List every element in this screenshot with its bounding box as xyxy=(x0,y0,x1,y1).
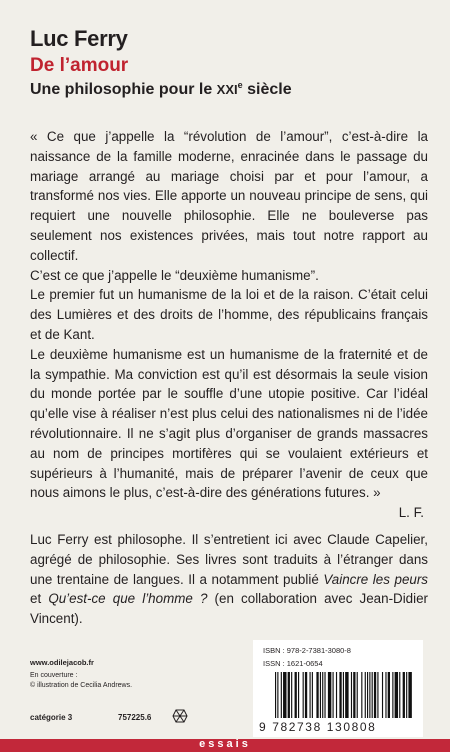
barcode xyxy=(273,672,413,718)
product-code: 757225.6 xyxy=(118,713,152,722)
quote-paragraph-3: Le premier fut un humanisme de la loi et de la raison. C’était celui des Lumières et des droits de l’homme, des républicains français et de Kant. xyxy=(30,287,428,342)
barcode-bar xyxy=(339,672,341,718)
barcode-bar xyxy=(281,672,282,718)
book-subtitle xyxy=(30,80,292,99)
barcode-bar xyxy=(298,672,299,718)
barcode-bar xyxy=(399,672,400,718)
barcode-bar xyxy=(403,672,405,718)
quote-signature: L. F. xyxy=(398,505,424,521)
barcode-number: 9 782738 130808 xyxy=(259,720,377,734)
barcode-bar xyxy=(312,672,313,718)
barcode-bar xyxy=(343,672,344,718)
barcode-bar xyxy=(392,672,393,718)
collection-band xyxy=(0,739,450,752)
quote-paragraph-1: « Ce que j’appelle la “révolution de l’amour”, c’est-à-dire la naissance de la famille moderne, enracinée dans le passage du mariage arrangé au mariage choisi par et pour l’amour, a transformé nos vies. Elle apporte un nouveau principe de sens, qui requiert une nouvelle philosophie. Elle ne bouleverse pas seulement nos existences privées, mais tout notre rapport au collectif. xyxy=(30,129,428,263)
bio-part-1: Luc Ferry est philosophe. Il s’entretient ici avec Claude Capelier, agrégé de philosophie. Ses livres sont traduits à l’étranger dans une trentaine de langues. Il a notamment publié xyxy=(30,532,428,587)
subtitle-end: siècle xyxy=(242,81,292,98)
barcode-bar xyxy=(275,672,276,718)
barcode-bar xyxy=(377,672,378,718)
category-label: catégorie 3 xyxy=(30,713,73,722)
barcode-bar xyxy=(303,672,304,718)
barcode-bar xyxy=(336,672,337,718)
cover-credits xyxy=(30,671,132,691)
isbn-box xyxy=(253,640,423,737)
barcode-bar xyxy=(406,672,407,718)
barcode-bar xyxy=(291,672,292,718)
book-title: De l’amour xyxy=(30,55,129,76)
barcode-bar xyxy=(365,672,366,718)
barcode-bar xyxy=(295,672,297,718)
cover-credit-text: © illustration de Cecilia Andrews. xyxy=(30,682,133,689)
barcode-bar xyxy=(288,672,290,718)
subtitle-century: XXI xyxy=(216,82,238,97)
subtitle-sup: e xyxy=(237,80,243,90)
quote-paragraph-4: Le deuxième humanisme est un humanisme de la fraternité et de la sympathie. Ma conviction est qu’il est désormais la seule vision du monde portée par le souffle d’une utopie positive. Car l’idéal qu’elle vise à réaliser n’est plus celui des nationalismes ni de l’idée révolutionnaire. Il ne s’agit plus d’organiser de grands massacres au nom de principes mortifères qui se voulaient extérieurs et supérieurs à l’humanité, mais de préparer l’avenir de ceux que nous aimons le plus, c’est-à-dire des générations futures. » xyxy=(30,346,428,501)
author-bio xyxy=(30,530,428,629)
barcode-bar xyxy=(382,672,383,718)
hexagon-logo-icon xyxy=(172,709,188,723)
quote-block xyxy=(30,127,428,523)
barcode-bar xyxy=(374,672,376,718)
barcode-bar xyxy=(367,672,368,718)
bio-part-2: et xyxy=(30,591,49,607)
barcode-bar xyxy=(408,672,411,718)
cover-credit-label: En couverture : xyxy=(30,672,78,679)
barcode-bar xyxy=(324,672,325,718)
barcode-bar xyxy=(333,672,334,718)
bio-part-3: (en collaboration avec Jean-Didier Vincent). xyxy=(30,591,429,627)
quote-paragraph-2: C’est ce que j’appelle le “deuxième humanisme”. xyxy=(30,267,319,283)
barcode-bar xyxy=(310,672,311,718)
issn-number: ISSN : 1621-0654 xyxy=(263,659,323,668)
subtitle-main: Une philosophie pour le xyxy=(30,81,217,98)
barcode-bar xyxy=(277,672,278,718)
barcode-bar xyxy=(361,672,362,718)
barcode-bar xyxy=(322,672,323,718)
barcode-bar xyxy=(328,672,331,718)
barcode-bar xyxy=(353,672,355,718)
barcode-bar xyxy=(351,672,352,718)
barcode-bar xyxy=(283,672,286,718)
bio-book-1: Vaincre les peurs xyxy=(323,571,428,587)
barcode-bar xyxy=(372,672,373,718)
barcode-bar xyxy=(345,672,348,718)
barcode-bar xyxy=(320,672,321,718)
author-name: Luc Ferry xyxy=(30,26,128,51)
barcode-bar xyxy=(385,672,386,718)
barcode-bar xyxy=(369,672,370,718)
barcode-bar xyxy=(357,672,358,718)
barcode-bar xyxy=(305,672,307,718)
isbn-number: ISBN : 978-2-7381-3080-8 xyxy=(263,646,351,655)
barcode-bar xyxy=(388,672,390,718)
barcode-bar xyxy=(395,672,398,718)
bio-book-2: Qu’est-ce que l’homme ? xyxy=(48,591,208,607)
barcode-bar xyxy=(316,672,318,718)
collection-label: essais xyxy=(199,738,251,750)
publisher-website[interactable]: www.odilejacob.fr xyxy=(30,658,94,667)
